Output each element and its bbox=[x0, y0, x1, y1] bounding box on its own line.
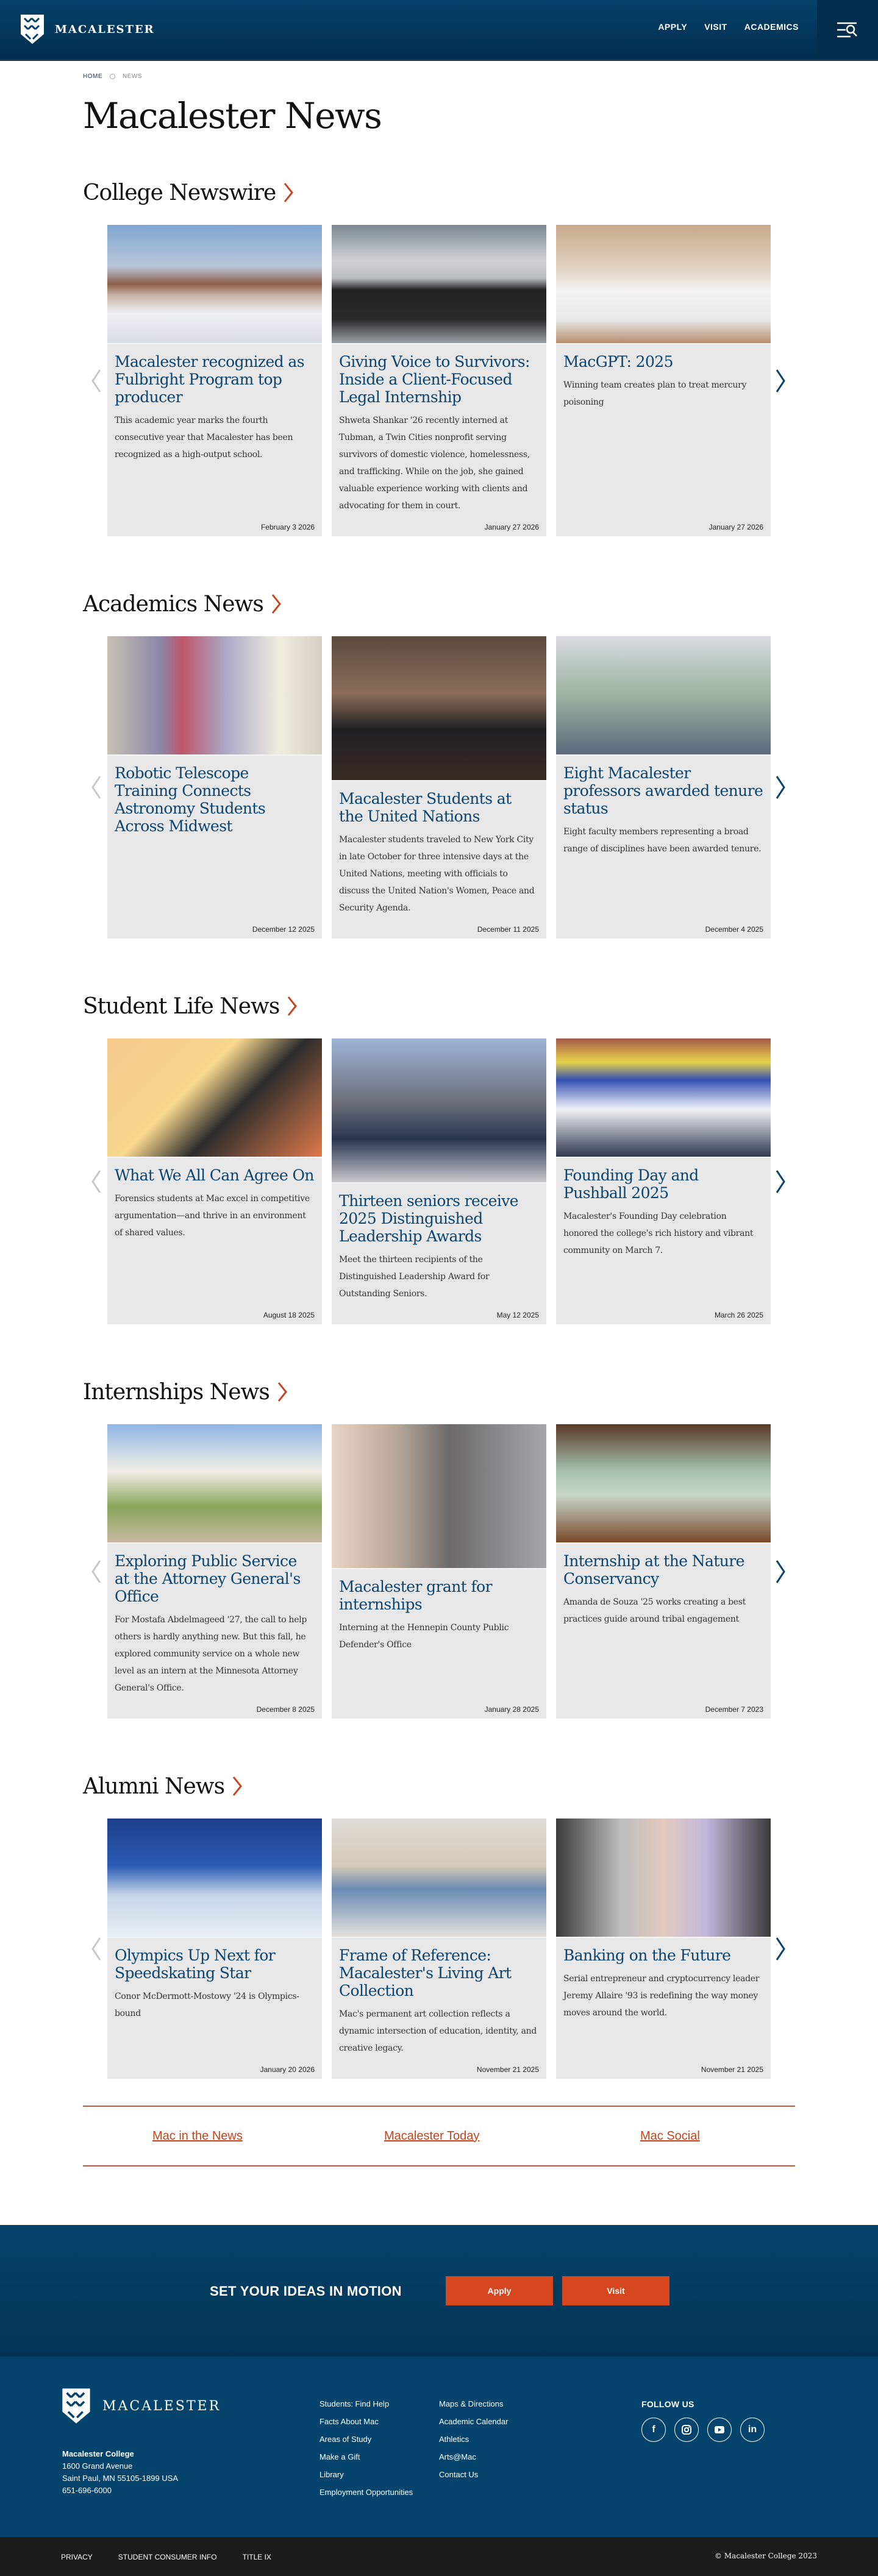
news-card[interactable] bbox=[332, 1818, 546, 2079]
nav-academics[interactable]: ACADEMICS bbox=[744, 22, 799, 32]
carousel-next-icon[interactable] bbox=[773, 367, 788, 394]
card-image[interactable] bbox=[332, 225, 546, 344]
address-line2: Saint Paul, MN 55105-1899 USA bbox=[62, 2474, 179, 2483]
card-image[interactable] bbox=[107, 1038, 322, 1158]
footer-link[interactable]: Facts About Mac bbox=[319, 2417, 379, 2426]
card-image[interactable] bbox=[107, 1818, 322, 1938]
card-image[interactable] bbox=[332, 636, 546, 781]
section-chevron-icon[interactable] bbox=[232, 1776, 243, 1797]
section-title[interactable]: Academics News bbox=[83, 591, 263, 617]
section-title[interactable]: College Newswire bbox=[83, 180, 276, 205]
card-date: December 8 2025 bbox=[256, 1705, 315, 1714]
footer-address bbox=[62, 2448, 178, 2497]
section-title[interactable]: Alumni News bbox=[83, 1773, 225, 1799]
card-date: January 28 2025 bbox=[484, 1705, 539, 1714]
macalester-shield-icon bbox=[61, 2387, 91, 2425]
section-chevron-icon[interactable] bbox=[277, 1382, 288, 1402]
card-title[interactable]: Macalester Students at the United Nations bbox=[339, 790, 512, 825]
card-description: Interning at the Hennepin County Public Defender's Office bbox=[339, 1623, 509, 1650]
card-description: For Mostafa Abdelmageed '27, the call to help others is hardly anything new. But this fall, he explored community service on a whole new level as an intern at the Minnesota Attorney General's Office. bbox=[115, 1615, 307, 1693]
follow-us-heading: FOLLOW US bbox=[641, 2399, 694, 2409]
cta-band bbox=[0, 2225, 878, 2357]
card-description: Meet the thirteen recipients of the Distinguished Leadership Award for Outstanding Seniors. bbox=[339, 1255, 490, 1299]
footer-link[interactable]: Arts@Mac bbox=[439, 2452, 476, 2461]
card-title[interactable]: Robotic Telescope Training Connects Astronomy Students Across Midwest bbox=[115, 764, 266, 835]
news-card[interactable] bbox=[107, 1818, 322, 2079]
card-image[interactable] bbox=[107, 1424, 322, 1544]
card-description: Amanda de Souza '25 works creating a best practices guide around tribal engagement bbox=[563, 1597, 746, 1624]
card-description: Forensics students at Mac excel in competitive argumentation—and thrive in an environment of shared values. bbox=[115, 1194, 310, 1238]
card-description: Macalester's Founding Day celebration honored the college's rich history and vibrant community on March 7. bbox=[563, 1212, 754, 1255]
breadcrumb bbox=[83, 73, 795, 80]
card-description: Serial entrepreneur and cryptocurrency leader Jeremy Allaire '93 is redefining the way money moves around the world. bbox=[563, 1974, 760, 2018]
card-description: Mac's permanent art collection reflects a dynamic intersection of education, identity, and creative legacy. bbox=[339, 2009, 537, 2053]
cta-visit-button[interactable]: Visit bbox=[562, 2276, 669, 2305]
news-card[interactable] bbox=[332, 1424, 546, 1719]
menu-search-icon bbox=[837, 22, 858, 38]
card-date: January 27 2026 bbox=[708, 523, 763, 531]
section-header bbox=[83, 179, 795, 207]
card-date: November 21 2025 bbox=[701, 2065, 763, 2074]
card-title[interactable]: Olympics Up Next for Speedskating Star bbox=[115, 1946, 276, 1982]
card-date: January 27 2026 bbox=[484, 523, 539, 531]
section-chevron-icon[interactable] bbox=[271, 594, 282, 614]
section-title[interactable]: Internships News bbox=[83, 1379, 269, 1405]
card-title[interactable]: Thirteen seniors receive 2025 Distinguished Leadership Awards bbox=[339, 1192, 518, 1245]
carousel-prev-icon[interactable] bbox=[89, 367, 104, 394]
address-name: Macalester College bbox=[62, 2449, 134, 2458]
news-card[interactable] bbox=[107, 225, 322, 536]
card-title[interactable]: Giving Voice to Survivors: Inside a Client-Focused Legal Internship bbox=[339, 353, 530, 406]
follow-us bbox=[641, 2399, 765, 2442]
card-image[interactable] bbox=[556, 1038, 771, 1158]
card-title[interactable]: Founding Day and Pushball 2025 bbox=[563, 1166, 699, 1202]
card-description: Eight faculty members representing a broad range of disciplines have been awarded tenure. bbox=[563, 827, 762, 854]
menu-search-button[interactable] bbox=[817, 0, 878, 59]
card-date: February 3 2026 bbox=[260, 523, 315, 531]
footer-link[interactable]: Academic Calendar bbox=[439, 2417, 509, 2426]
home-logo-link[interactable] bbox=[20, 13, 155, 45]
link-mac-in-the-news[interactable]: Mac in the News bbox=[152, 2129, 243, 2143]
card-image[interactable] bbox=[556, 225, 771, 344]
section-chevron-icon[interactable] bbox=[283, 182, 294, 203]
link-mac-social[interactable]: Mac Social bbox=[640, 2129, 700, 2143]
cta-headline: SET YOUR IDEAS IN MOTION bbox=[210, 2283, 402, 2299]
section-header bbox=[83, 1378, 795, 1406]
carousel-prev-icon[interactable] bbox=[89, 1558, 104, 1585]
footer-logo[interactable] bbox=[61, 2387, 221, 2425]
card-description: Winning team creates plan to treat mercury poisoning bbox=[563, 380, 747, 407]
card-description: Shweta Shankar '26 recently interned at Tubman, a Twin Cities nonprofit serving survivors of domestic violence, homelessness, and trafficking. While on the job, she gained valuable experience working with clients and advocating for them in court. bbox=[339, 416, 530, 511]
card-title[interactable]: Banking on the Future bbox=[563, 1946, 731, 1964]
card-date: December 7 2023 bbox=[705, 1705, 763, 1714]
carousel-prev-icon[interactable] bbox=[89, 1168, 104, 1195]
news-links-row bbox=[83, 2106, 795, 2166]
site-header bbox=[0, 0, 878, 61]
news-sections bbox=[83, 179, 795, 2079]
footer-link[interactable]: Contact Us bbox=[439, 2470, 479, 2479]
news-section bbox=[83, 179, 795, 536]
footer-link[interactable]: Areas of Study bbox=[319, 2435, 372, 2444]
news-carousel bbox=[83, 636, 795, 939]
section-header bbox=[83, 1772, 795, 1800]
news-card[interactable] bbox=[332, 636, 546, 939]
carousel-next-icon[interactable] bbox=[773, 1558, 788, 1585]
page-title: Macalester News bbox=[83, 95, 382, 137]
card-date: May 12 2025 bbox=[496, 1311, 539, 1319]
address-phone: 651-696-6000 bbox=[62, 2486, 112, 2495]
card-title[interactable]: What We All Can Agree On bbox=[115, 1166, 314, 1184]
card-title[interactable]: Internship at the Nature Conservancy bbox=[563, 1552, 744, 1588]
footer-links-col1 bbox=[319, 2399, 413, 2497]
card-date: December 4 2025 bbox=[705, 925, 763, 934]
breadcrumb-home[interactable]: HOME bbox=[83, 73, 102, 80]
carousel-prev-icon[interactable] bbox=[89, 1936, 104, 1962]
card-title[interactable]: Frame of Reference: Macalester's Living Art Collection bbox=[339, 1946, 512, 1999]
news-card[interactable] bbox=[107, 636, 322, 939]
bottom-bar bbox=[0, 2537, 878, 2576]
card-date: December 11 2025 bbox=[477, 925, 539, 934]
card-image[interactable] bbox=[556, 1818, 771, 1938]
card-image[interactable] bbox=[332, 1038, 546, 1183]
logo-wordmark: MACALESTER bbox=[55, 23, 155, 36]
card-title[interactable]: Macalester grant for internships bbox=[339, 1578, 492, 1613]
carousel-next-icon[interactable] bbox=[773, 1168, 788, 1195]
link-macalester-today[interactable]: Macalester Today bbox=[384, 2129, 480, 2143]
card-image[interactable] bbox=[332, 1424, 546, 1569]
card-description: Conor McDermott-Mostowy '24 is Olympics-bound bbox=[115, 1992, 299, 2018]
card-title[interactable]: Eight Macalester professors awarded tenure status bbox=[563, 764, 763, 817]
card-date: November 21 2025 bbox=[476, 2065, 539, 2074]
card-title[interactable]: Exploring Public Service at the Attorney General's Office bbox=[115, 1552, 301, 1605]
news-card[interactable] bbox=[556, 1424, 771, 1719]
news-carousel bbox=[83, 1818, 795, 2079]
news-card[interactable] bbox=[332, 225, 546, 536]
title-ix-link[interactable]: TITLE IX bbox=[242, 2553, 271, 2561]
footer-wordmark: MACALESTER bbox=[102, 2398, 221, 2414]
news-carousel bbox=[83, 225, 795, 536]
nav-apply[interactable]: APPLY bbox=[658, 22, 688, 32]
news-section bbox=[83, 590, 795, 939]
main-content bbox=[83, 73, 795, 2166]
youtube-icon[interactable] bbox=[707, 2418, 732, 2442]
nav-visit[interactable]: VISIT bbox=[704, 22, 727, 32]
card-description: This academic year marks the fourth consecutive year that Macalester has been recognized as a high-output school. bbox=[115, 416, 293, 459]
card-title[interactable]: MacGPT: 2025 bbox=[563, 353, 673, 371]
cta-apply-button[interactable]: Apply bbox=[446, 2276, 553, 2305]
section-header bbox=[83, 590, 795, 618]
footer-links-col2 bbox=[439, 2399, 508, 2479]
social-links bbox=[641, 2418, 765, 2442]
section-header bbox=[83, 992, 795, 1020]
news-section bbox=[83, 1378, 795, 1719]
linkedin-icon[interactable]: in bbox=[740, 2418, 765, 2442]
carousel-prev-icon[interactable] bbox=[89, 774, 104, 801]
card-title[interactable]: Macalester recognized as Fulbright Program top producer bbox=[115, 353, 304, 406]
card-image[interactable] bbox=[556, 636, 771, 756]
news-section bbox=[83, 992, 795, 1324]
card-date: August 18 2025 bbox=[263, 1311, 315, 1319]
carousel-next-icon[interactable] bbox=[773, 1936, 788, 1962]
news-card[interactable] bbox=[332, 1038, 546, 1324]
footer-link[interactable]: Students: Find Help bbox=[319, 2399, 390, 2408]
footer-link[interactable]: Library bbox=[319, 2470, 344, 2479]
macalester-shield-icon bbox=[20, 13, 45, 45]
top-nav bbox=[658, 22, 799, 32]
card-image[interactable] bbox=[107, 636, 322, 756]
news-section bbox=[83, 1772, 795, 2079]
card-date: January 20 2026 bbox=[260, 2065, 315, 2074]
news-carousel bbox=[83, 1424, 795, 1719]
news-card[interactable] bbox=[107, 1424, 322, 1719]
card-image[interactable] bbox=[556, 1424, 771, 1544]
student-consumer-info-link[interactable]: STUDENT CONSUMER INFO bbox=[118, 2553, 217, 2561]
footer-link[interactable]: Make a Gift bbox=[319, 2452, 360, 2461]
breadcrumb-separator-icon bbox=[110, 74, 115, 79]
card-date: March 26 2025 bbox=[714, 1311, 763, 1319]
news-card[interactable] bbox=[556, 225, 771, 536]
carousel-next-icon[interactable] bbox=[773, 774, 788, 801]
footer-link[interactable]: Maps & Directions bbox=[439, 2399, 504, 2408]
section-chevron-icon[interactable] bbox=[287, 996, 298, 1017]
section-title[interactable]: Student Life News bbox=[83, 993, 280, 1019]
privacy-link[interactable]: PRIVACY bbox=[61, 2553, 93, 2561]
facebook-icon[interactable]: f bbox=[641, 2418, 666, 2442]
news-card[interactable] bbox=[556, 1818, 771, 2079]
address-line1: 1600 Grand Avenue bbox=[62, 2461, 133, 2471]
card-image[interactable] bbox=[107, 225, 322, 344]
news-card[interactable] bbox=[556, 1038, 771, 1324]
news-card[interactable] bbox=[556, 636, 771, 939]
legal-links bbox=[61, 2553, 271, 2561]
site-footer bbox=[0, 2357, 878, 2537]
copyright: © Macalester College 2023 bbox=[714, 2552, 817, 2560]
footer-link[interactable]: Employment Opportunities bbox=[319, 2488, 413, 2497]
news-card[interactable] bbox=[107, 1038, 322, 1324]
card-image[interactable] bbox=[332, 1818, 546, 1938]
news-carousel bbox=[83, 1038, 795, 1324]
card-date: December 12 2025 bbox=[252, 925, 315, 934]
card-description: Macalester students traveled to New York City in late October for three intensive days at the United Nations, meeting with officials to discuss the United Nation's Women, Peace and Security Agenda. bbox=[339, 835, 535, 913]
breadcrumb-current: NEWS bbox=[123, 73, 142, 80]
instagram-icon[interactable] bbox=[674, 2418, 699, 2442]
footer-link[interactable]: Athletics bbox=[439, 2435, 469, 2444]
